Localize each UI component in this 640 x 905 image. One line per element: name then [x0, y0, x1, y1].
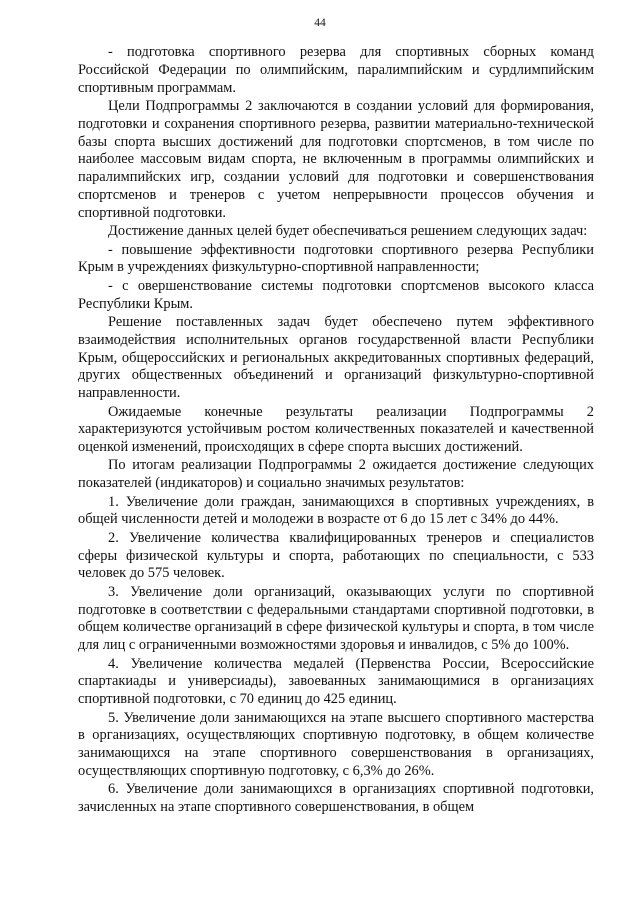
- paragraph-sport-reserve-item: - подготовка спортивного резерва для спортивных сборных команд Российской Федерации по олимпийским, паралимпийским и сурдлимпийским спортивным программам.: [78, 44, 594, 96]
- page-number: 44: [314, 17, 326, 29]
- paragraph-tasks-intro: Достижение данных целей будет обеспечиваться решением следующих задач:: [108, 223, 588, 240]
- paragraph-indicator-4: 4. Увеличение количества медалей (Первенства России, Всероссийские спартакиады и универсиады), завоеванных занимающимися в организациях спортивной подготовки, с 70 единиц до 425 единиц.: [78, 655, 594, 708]
- document-body: [78, 44, 594, 817]
- paragraph-indicator-5: 5. Увеличение доли занимающихся на этапе высшего спортивного мастерства в организациях, осуществляющих спортивную подготовку, в общем количестве занимающихся на этапе спортивного совершенствования в организациях, осуществляющих спортивную подготовку, с 6,3% до 26%.: [78, 709, 594, 779]
- paragraph-goals: Цели Подпрограммы 2 заключаются в создании условий для формирования, подготовки и сохранения спортивного резерва, развитии материально-технической базы спорта высших достижений для подготовки спортсменов, в том числе по наиболее массовым видам спорта, не включенным в программы олимпийских и паралимпийских игр, создании условий для подготовки и совершенствования спортсменов и тренеров с учетом непрерывности процессов обучения и спортивной подготовки.: [78, 97, 594, 221]
- paragraph-expected-results: Ожидаемые конечные результаты реализации Подпрограммы 2 характеризуются устойчивым ростом количественных показателей и качественной оценкой изменений, происходящих в сфере спорта высших достижений.: [78, 403, 594, 456]
- paragraph-indicator-2: 2. Увеличение количества квалифицированных тренеров и специалистов сферы физической культуры и спорта, работающих по специальности, с 533 человек до 575 человек.: [78, 529, 594, 582]
- paragraph-task-1: - повышение эффективности подготовки спортивного резерва Республики Крым в учреждениях физкультурно-спортивной направленности;: [78, 241, 594, 276]
- paragraph-task-2: - с овершенствование системы подготовки спортсменов высокого класса Республики Крым.: [78, 277, 594, 312]
- paragraph-indicator-6: 6. Увеличение доли занимающихся в организациях спортивной подготовки, зачисленных на этапе спортивного совершенствования, в общем: [78, 781, 594, 816]
- paragraph-indicators-intro: По итогам реализации Подпрограммы 2 ожидается достижение следующих показателей (индикаторов) и социально значимых результатов:: [78, 457, 594, 492]
- paragraph-indicator-1: 1. Увеличение доли граждан, занимающихся в спортивных учреждениях, в общей численности детей и молодежи в возрасте от 6 до 15 лет с 34% до 44%.: [78, 493, 594, 528]
- paragraph-solution: Решение поставленных задач будет обеспечено путем эффективного взаимодействия исполнительных органов государственной власти Республики Крым, общероссийских и региональных аккредитованных спортивных федераций, других общественных объединений и организаций физкультурно-спортивной направленности.: [78, 313, 594, 402]
- paragraph-indicator-3: 3. Увеличение доли организаций, оказывающих услуги по спортивной подготовке в соответствии с федеральными стандартами спортивной подготовки, в общем количестве организаций в сфере физической культуры и спорта, в том числе для лиц с ограниченными возможностями здоровья и инвалидов, с 5% до 100%.: [78, 583, 594, 654]
